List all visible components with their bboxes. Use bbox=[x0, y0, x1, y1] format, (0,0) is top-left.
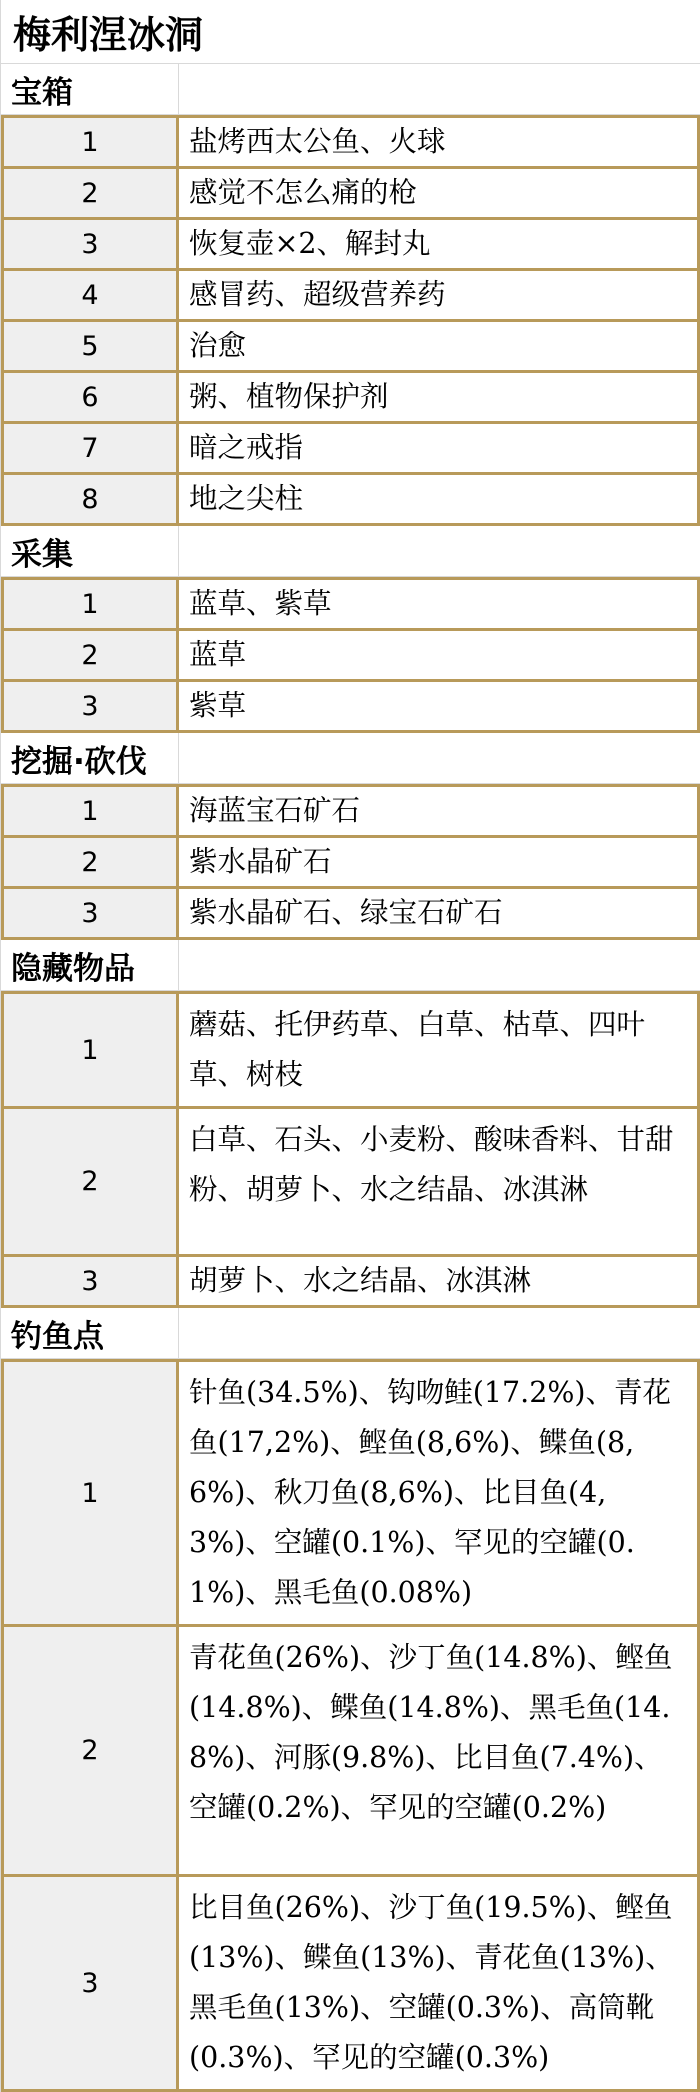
table-row bbox=[4, 319, 697, 370]
row-number: 1 bbox=[4, 1362, 179, 1624]
row-value: 蓝草 bbox=[189, 638, 247, 671]
section-rows bbox=[1, 115, 700, 526]
table-row bbox=[4, 472, 697, 523]
section-header bbox=[1, 940, 700, 991]
table-row bbox=[4, 217, 697, 268]
table-row bbox=[4, 1106, 697, 1254]
section-rows bbox=[1, 1359, 700, 2092]
row-value: 海蓝宝石矿石 bbox=[189, 794, 361, 827]
table-row bbox=[4, 370, 697, 421]
row-number: 3 bbox=[4, 1877, 179, 2089]
table-row bbox=[4, 994, 697, 1106]
row-value: 治愈 bbox=[189, 329, 247, 362]
row-number: 3 bbox=[4, 889, 179, 937]
section-header bbox=[1, 733, 700, 784]
row-value: 蘑菇、托伊药草、白草、枯草、四叶草、树枝 bbox=[189, 1008, 646, 1091]
row-number: 8 bbox=[4, 475, 179, 523]
section-empty-cell bbox=[179, 1308, 700, 1358]
section-empty-cell bbox=[179, 940, 700, 990]
section-empty-cell bbox=[179, 733, 700, 783]
row-number: 1 bbox=[4, 994, 179, 1106]
row-value: 暗之戒指 bbox=[189, 431, 304, 464]
sections-container bbox=[1, 64, 700, 2092]
row-value: 感冒药、超级营养药 bbox=[189, 278, 446, 311]
table-row bbox=[4, 1874, 697, 2089]
table-row bbox=[4, 679, 697, 730]
row-value: 胡萝卜、水之结晶、冰淇淋 bbox=[189, 1264, 532, 1297]
row-value: 粥、植物保护剂 bbox=[189, 380, 389, 413]
row-number: 3 bbox=[4, 220, 179, 268]
row-number: 1 bbox=[4, 580, 179, 628]
table-row bbox=[4, 835, 697, 886]
row-number: 2 bbox=[4, 1109, 179, 1254]
table-row bbox=[4, 1362, 697, 1624]
row-value: 白草、石头、小麦粉、酸味香料、甘甜粉、胡萝卜、水之结晶、冰淇淋 bbox=[189, 1123, 674, 1206]
row-value: 紫水晶矿石、绿宝石矿石 bbox=[189, 896, 503, 929]
row-value: 感觉不怎么痛的枪 bbox=[189, 176, 418, 209]
row-value: 比目鱼(26%)、沙丁鱼(19.5%)、鲣鱼(13%)、鲽鱼(13%)、青花鱼(13%)、黑毛鱼(13%)、空罐(0.3%)、高筒靴(0.3%)、罕见的空罐(0.3%) bbox=[189, 1891, 674, 2074]
table-row bbox=[4, 886, 697, 937]
row-number: 1 bbox=[4, 787, 179, 835]
section-empty-cell bbox=[179, 64, 700, 114]
table-row bbox=[4, 787, 697, 835]
table-row bbox=[4, 166, 697, 217]
row-number: 3 bbox=[4, 682, 179, 730]
row-number: 4 bbox=[4, 271, 179, 319]
section-header bbox=[1, 526, 700, 577]
table-row bbox=[4, 268, 697, 319]
section-header bbox=[1, 1308, 700, 1359]
section-empty-cell bbox=[179, 526, 700, 576]
row-number: 5 bbox=[4, 322, 179, 370]
row-value: 青花鱼(26%)、沙丁鱼(14.8%)、鲣鱼(14.8%)、鲽鱼(14.8%)、黑毛鱼(14.8%)、河豚(9.8%)、比目鱼(7.4%)、空罐(0.2%)、罕见的空罐(0.2%) bbox=[189, 1641, 673, 1824]
row-value: 紫水晶矿石 bbox=[189, 845, 332, 878]
table-row bbox=[4, 118, 697, 166]
row-number: 1 bbox=[4, 118, 179, 166]
table-row bbox=[4, 421, 697, 472]
section-rows bbox=[1, 784, 700, 940]
table-row bbox=[4, 628, 697, 679]
row-value: 紫草 bbox=[189, 689, 247, 722]
section-label: 钓鱼点 bbox=[1, 1308, 179, 1358]
row-number: 2 bbox=[4, 169, 179, 217]
row-number: 2 bbox=[4, 631, 179, 679]
row-value: 盐烤西太公鱼、火球 bbox=[189, 125, 446, 158]
table-row bbox=[4, 1624, 697, 1874]
row-value: 地之尖柱 bbox=[189, 482, 304, 515]
table-row bbox=[4, 1254, 697, 1305]
section-rows bbox=[1, 991, 700, 1308]
row-number: 2 bbox=[4, 1627, 179, 1874]
table-row bbox=[4, 580, 697, 628]
row-number: 2 bbox=[4, 838, 179, 886]
row-number: 3 bbox=[4, 1257, 179, 1305]
section-rows bbox=[1, 577, 700, 733]
row-number: 7 bbox=[4, 424, 179, 472]
section-label: 隐藏物品 bbox=[1, 940, 179, 990]
page-title: 梅利涅冰洞 bbox=[1, 0, 700, 64]
row-number: 6 bbox=[4, 373, 179, 421]
section-label: 采集 bbox=[1, 526, 179, 576]
row-value: 蓝草、紫草 bbox=[189, 587, 332, 620]
row-value: 针鱼(34.5%)、钩吻鲑(17.2%)、青花鱼(17,2%)、鲣鱼(8,6%)、鲽鱼(8,6%)、秋刀鱼(8,6%)、比目鱼(4,3%)、空罐(0.1%)、罕见的空罐(0.1%)、黑毛鱼(0.08%) bbox=[189, 1376, 672, 1609]
row-value: 恢复壶×2、解封丸 bbox=[189, 227, 431, 260]
section-label: 挖掘·砍伐 bbox=[1, 733, 179, 783]
section-label: 宝箱 bbox=[1, 64, 179, 114]
section-header bbox=[1, 64, 700, 115]
